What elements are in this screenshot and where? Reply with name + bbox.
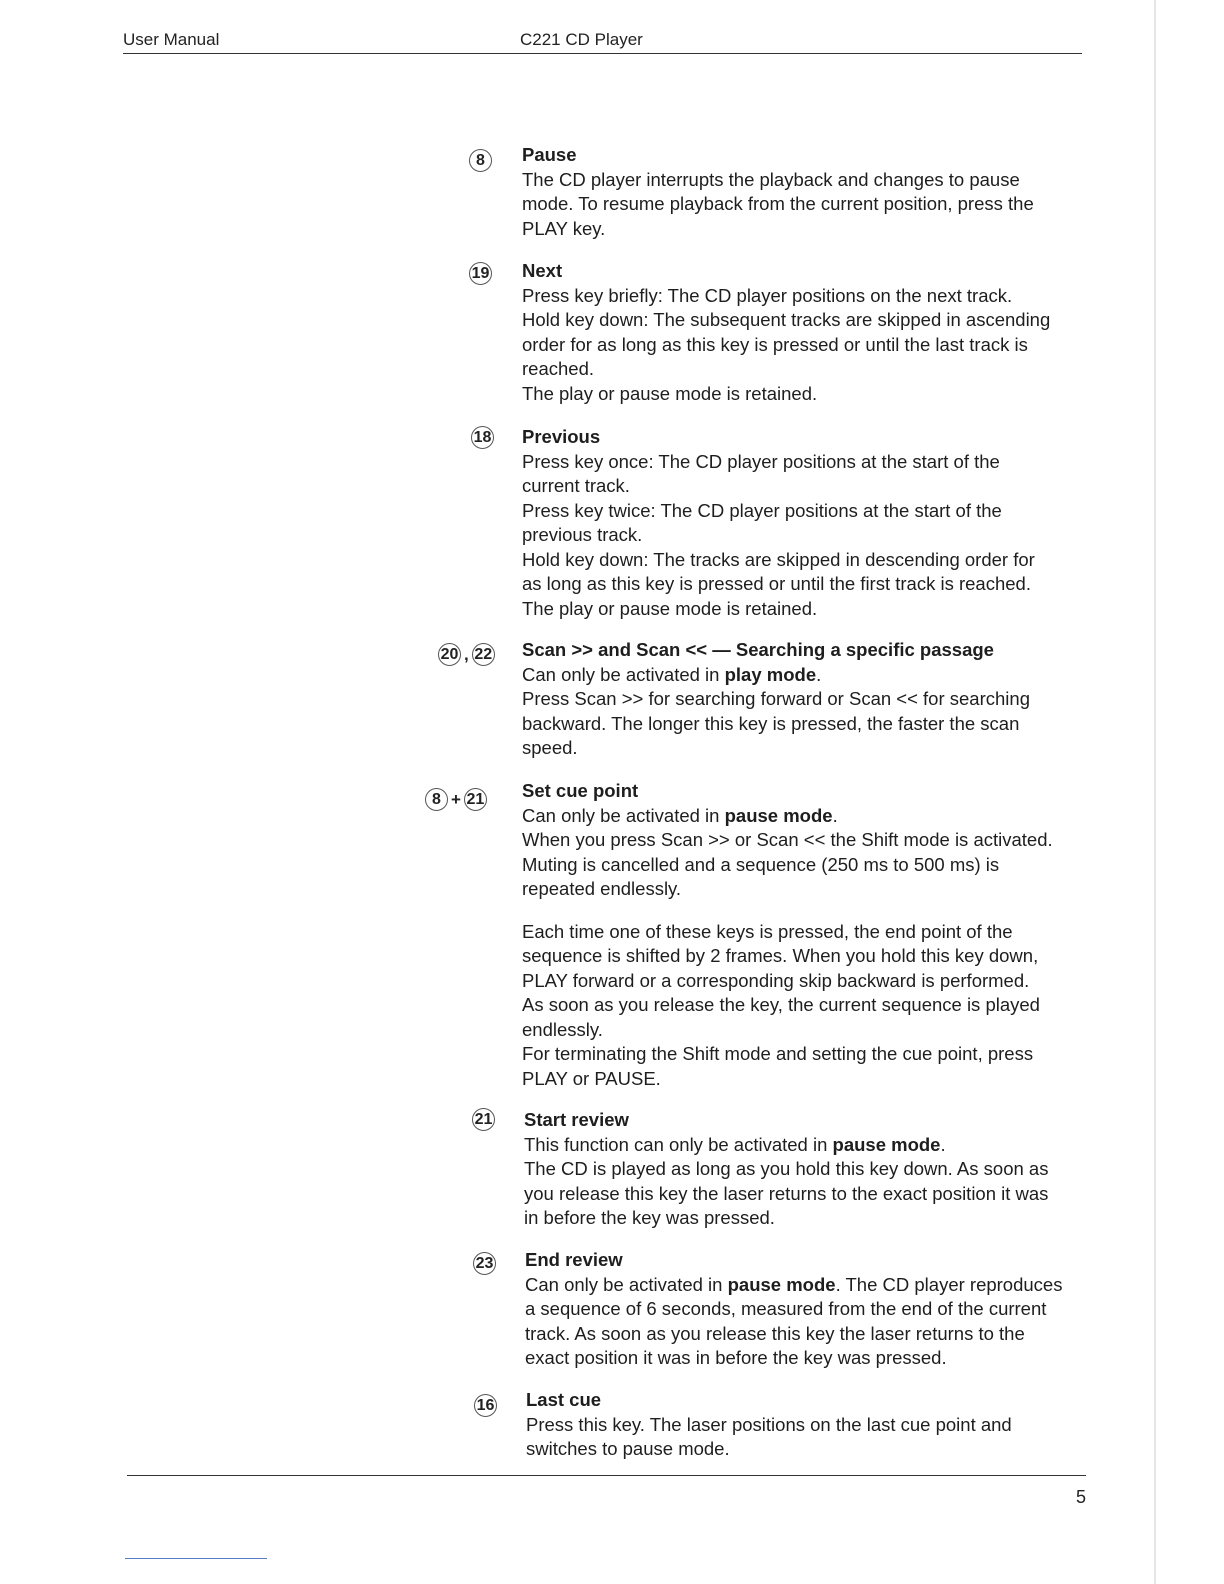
text-line: Press key twice: The CD player positions at the start of the (522, 499, 1002, 521)
section-title: End review (525, 1249, 623, 1270)
text-line: The play or pause mode is retained. (522, 382, 818, 404)
text-line: The CD is played as long as you hold this key down. As soon as (524, 1158, 1049, 1179)
text-line: Hold key down: The subsequent tracks are skipped in ascending (522, 309, 1051, 330)
text-line: exact position it was in before the key was pressed. (525, 1347, 947, 1368)
page-number: 5 (1076, 1487, 1087, 1507)
emphasis-mode: play mode (724, 663, 817, 685)
text-line: Hold key down: The tracks are skipped in descending order for (522, 548, 1035, 570)
text-line: Can only be activated in pause mode. (522, 804, 838, 826)
key-marker-end-review (473, 1252, 496, 1275)
section-title: Pause (522, 144, 577, 165)
text-line: Press Scan >> for searching forward or Scan << for searching (522, 688, 1030, 709)
text-line: previous track. (522, 524, 643, 545)
section-scan (522, 638, 1092, 761)
key-number-badge: 20 (438, 643, 461, 666)
key-marker-pause (469, 149, 492, 172)
key-number-badge: 16 (474, 1394, 497, 1417)
text-line: endlessly. (522, 1018, 603, 1040)
section-title: Last cue (526, 1389, 602, 1410)
text-line: Can only be activated in pause mode. The CD player reproduces (525, 1273, 1063, 1295)
emphasis-mode: pause mode (724, 804, 833, 826)
emphasis-mode: pause mode (727, 1273, 836, 1295)
text-line: as long as this key is pressed or until the first track is reached. (522, 573, 1031, 594)
key-number-badge: 22 (472, 643, 495, 666)
header-rule (123, 53, 1082, 54)
header-product-title: C221 CD Player (520, 30, 643, 49)
text-line: As soon as you release the key, the current sequence is played (522, 994, 1040, 1015)
text-line: in before the key was pressed. (524, 1207, 775, 1228)
text-line: PLAY key. (522, 217, 606, 239)
section-end-review (525, 1248, 1095, 1371)
text-line: repeated endlessly. (522, 878, 682, 899)
key-separator: , (464, 644, 469, 664)
footer-rule (127, 1475, 1086, 1476)
key-number-badge: 19 (469, 262, 492, 285)
section-title: Start review (524, 1109, 629, 1130)
text-line: Can only be activated in play mode. (522, 663, 822, 685)
section-previous (522, 425, 1092, 621)
section-title: Next (522, 260, 563, 281)
key-number-badge: 18 (471, 426, 494, 449)
text-line: sequence is shifted by 2 frames. When you hold this key down, (522, 945, 1039, 966)
section-next (522, 259, 1092, 406)
text-line: current track. (522, 475, 630, 496)
text-line: PLAY forward or a corresponding skip backward is performed. (522, 969, 1030, 991)
text-line: PLAY or PAUSE. (522, 1067, 661, 1089)
text-line: Muting is cancelled and a sequence (250 ms to 500 ms) is (522, 853, 1000, 875)
section-title: Scan >> and Scan << — Searching a specific passage (522, 639, 994, 660)
text-line: speed. (522, 737, 578, 758)
key-marker-next (469, 262, 492, 285)
section-set-cue-point (522, 779, 1092, 1091)
key-separator: + (451, 789, 461, 809)
text-line: Press this key. The laser positions on the last cue point and (526, 1413, 1012, 1435)
section-last-cue (526, 1388, 1096, 1462)
text-line: a sequence of 6 seconds, measured from the end of the current (525, 1298, 1047, 1319)
text-line: track. As soon as you release this key the laser returns to the (525, 1322, 1025, 1344)
section-title: Previous (522, 426, 601, 447)
key-number-badge: 8 (469, 149, 492, 172)
text-line: Press key once: The CD player positions at the start of the (522, 450, 1000, 472)
corner-mark-line (125, 1558, 267, 1559)
text-line: mode. To resume playback from the current position, press the (522, 193, 1034, 214)
section-title: Set cue point (522, 780, 639, 801)
page-edge-shadow (1154, 0, 1156, 1584)
key-number-badge: 21 (464, 788, 487, 811)
text-line: For terminating the Shift mode and setting the cue point, press (522, 1043, 1034, 1064)
key-number-badge: 8 (425, 788, 448, 811)
key-marker-scan (438, 643, 495, 666)
section-pause (522, 143, 1092, 241)
text-line: Press key briefly: The CD player positions on the next track. (522, 284, 1013, 306)
text-line: The CD player interrupts the playback and changes to pause (522, 168, 1020, 190)
section-start-review (524, 1108, 1094, 1231)
key-marker-start-review (472, 1108, 495, 1131)
text-line: The play or pause mode is retained. (522, 597, 818, 619)
text-line: reached. (522, 358, 594, 379)
header-manual-label: User Manual (123, 30, 220, 49)
text-line: backward. The longer this key is pressed, the faster the scan (522, 712, 1020, 734)
text-line: When you press Scan >> or Scan << the Shift mode is activated. (522, 829, 1053, 850)
key-marker-set-cue (425, 788, 487, 811)
key-number-badge: 23 (473, 1252, 496, 1275)
key-number-badge: 21 (472, 1108, 495, 1131)
emphasis-mode: pause mode (832, 1133, 941, 1155)
text-line: switches to pause mode. (526, 1438, 730, 1459)
text-line: Each time one of these keys is pressed, the end point of the (522, 920, 1013, 942)
text-line: This function can only be activated in pause mode. (524, 1133, 946, 1155)
key-marker-last-cue (474, 1394, 497, 1417)
key-marker-previous (471, 426, 494, 449)
text-line: order for as long as this key is pressed or until the last track is (522, 333, 1028, 355)
text-line: you release this key the laser returns to the exact position it was (524, 1182, 1049, 1204)
